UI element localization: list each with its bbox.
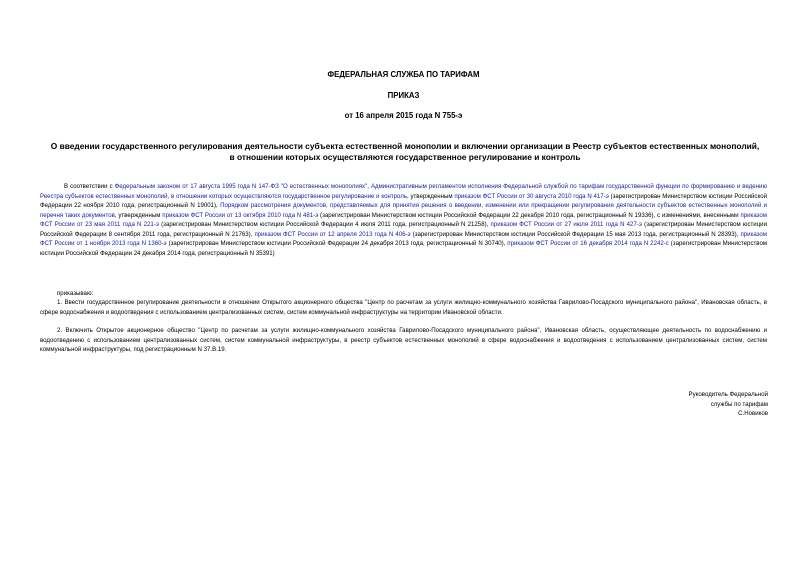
link-admin-regulation[interactable]: Административным регламентом исполнения Федеральной службой по тарифам государственной функции по формированию и ведению Реестра субъектов естественных монополий, в отношении которых осуществляются государственное регулирование и контроль xyxy=(40,183,768,200)
link-order-2242[interactable]: приказом ФСТ России от 16 декабря 2014 года N 2242-с xyxy=(507,240,669,247)
order-word: приказываю: xyxy=(57,290,94,297)
preamble-text-7: (зарегистрирован Министерством юстиции Российской Федерации 4 июля 2011 года, регистрационный N 21258), xyxy=(158,221,491,228)
signature-block xyxy=(608,390,768,419)
preamble-text-6: (зарегистрирован Министерством юстиции Российской Федерации 22 декабря 2010 года, регистрационный N 19336), с изменениями, внесенными xyxy=(318,211,741,219)
link-order-427[interactable]: приказом ФСТ России от 27 июля 2011 года N 427-э xyxy=(490,221,642,228)
preamble-text-11: (зарегистрирован Министерством юстиции Российской Федерации 24 декабря 2014 года, регистрационный N 35391) xyxy=(40,240,768,257)
link-order-417[interactable]: приказом ФСТ России от 30 августа 2010 года N 417-э xyxy=(454,192,609,200)
preamble-text-8: (зарегистрирован Министерством юстиции Российской Федерации 8 сентября 2011 года, регистрационный N 21763), xyxy=(40,221,767,238)
doc-type-heading: ПРИКАЗ xyxy=(387,91,420,100)
preamble-text-2: , xyxy=(367,183,371,190)
date-number-heading: от 16 апреля 2015 года N 755-э xyxy=(344,111,463,120)
order-item-1: 1. Ввести государственное регулирование деятельности в отношении Открытого акционерного общества "Центр по расчетам за услуги жилищно-коммунального хозяйства Гаврилово-Посадского муниципального района", Ивановская область, в сфере водоснабжения и водоотведения с использованием централизованных систем, систем коммунальной инфраструктуры на территории Ивановской области. xyxy=(40,299,767,316)
preamble-text-1: В соответствии с xyxy=(64,183,115,190)
link-order-221[interactable]: приказом ФСТ России от 23 мая 2011 года N 221-э xyxy=(40,211,767,228)
link-federal-law-147[interactable]: Федеральным законом от 17 августа 1995 года N 147-ФЗ "О естественных монополиях" xyxy=(114,183,368,190)
order-item-2: 2. Включить Открытое акционерное общество "Центр по расчетам за услуги жилищно-коммунального хозяйства Гаврилово-Посадского муниципального района", Ивановская область, осуществляющее деятельность по водоснабжению и водоотведению с использованием централизованных систем, систем коммунальной инфраструктуры, в реестр субъектов естественных монополий в сфере водоснабжения и водоотведения с использованием централизованных систем, систем коммунальной инфраструктуры, под регистрационным N 37.В.19. xyxy=(40,327,767,353)
link-review-procedure[interactable]: Порядком рассмотрения документов, представляемых для принятия решения о введении, изменении или прекращении регулирования деятельности субъектов естественных монополий и перечня таких документов xyxy=(40,202,767,219)
link-order-1360[interactable]: приказом ФСТ России от 1 ноября 2013 года N 1360-э xyxy=(40,230,767,247)
signature-position-line2: службы по тарифам xyxy=(710,400,768,408)
preamble-text-4: (зарегистрирован Министерством юстиции Российской Федерации 22 ноября 2010 года, регистрационный N 19001), xyxy=(40,192,767,209)
preamble-text-9: (зарегистрирован Министерством юстиции Российской Федерации 15 мая 2013 года, регистрационный N 28393), xyxy=(410,230,741,238)
document-title: О введении государственного регулирования деятельности субъекта естественной монополии и включении организации в Реестр субъектов естественных монополий, в отношении которых осуществляются государственное регулирование и контроль xyxy=(50,141,760,162)
signature-name: С.Новиков xyxy=(738,410,768,417)
link-order-481[interactable]: приказом ФСТ России от 13 октября 2010 года N 481-э xyxy=(162,211,319,219)
preamble-paragraph xyxy=(40,182,767,258)
preamble-text-10: (зарегистрирован Министерством юстиции Российской Федерации 24 декабря 2013 года, регистрационный N 30740), xyxy=(166,240,508,247)
link-order-406[interactable]: приказом ФСТ России от 12 апреля 2013 года N 406-э xyxy=(254,230,411,238)
agency-heading: ФЕДЕРАЛЬНАЯ СЛУЖБА ПО ТАРИФАМ xyxy=(327,70,480,79)
preamble-text-3: , утвержденным xyxy=(407,192,455,200)
signature-position-line1: Руководитель Федеральной xyxy=(688,391,768,398)
preamble-text-5: , утвержденным xyxy=(114,211,163,219)
